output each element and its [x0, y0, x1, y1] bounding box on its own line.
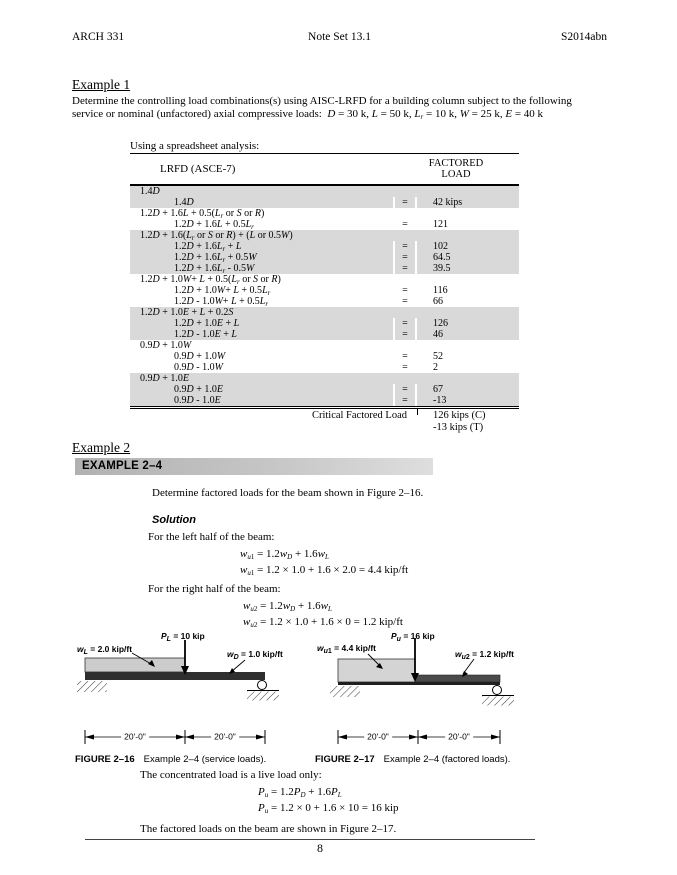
left-half-text: For the left half of the beam:: [148, 531, 275, 543]
figure-2-16-caption: FIGURE 2–16 Example 2–4 (service loads).: [75, 754, 267, 765]
table-row: $1.2D + 1.6L_r + 0.5W$ = 64.5: [130, 252, 519, 263]
pin-support-left: [330, 686, 360, 697]
equation-pu-numeric: $P_u = 1.2 \times 0 + 1.6 \times 10 = 16$ kip: [258, 802, 399, 815]
table-body: [130, 186, 519, 409]
example2-prompt: Determine factored loads for the beam shown in Figure 2–16.: [152, 487, 424, 499]
table-row: $1.2D + 1.6(L_r$ or S or R) + (L or 0.5W): [130, 230, 519, 241]
column-header-factored-load: FACTORED LOAD: [428, 157, 484, 180]
table-row: 1.2D + 1.0E + L + 0.2S: [130, 307, 519, 318]
dimension-line: [338, 730, 500, 744]
table-row: $1.2D + 1.6L_r - 0.5W$ = 39.5: [130, 263, 519, 274]
equation-wu1-numeric: $w_{u1} = 1.2 \times 1.0 + 1.6 \times 2.0 = 4.4$ kip/ft: [240, 564, 409, 577]
table-row: 1.2D + 1.0E + L = 126: [130, 318, 519, 329]
page-header: [72, 31, 607, 43]
factored-distributed-load-right: [415, 675, 500, 682]
dimension-label-left: 20'-0": [121, 732, 149, 742]
critical-load-label: Critical Factored Load: [311, 410, 407, 421]
table-row: 0.9D + 1.0W = 52: [130, 351, 519, 362]
example2-title: Example 2: [72, 440, 131, 455]
table-row: $1.2D - 1.0W+ L + 0.5L_r$ = 66: [130, 296, 519, 307]
dimension-label-right: 20'-0": [445, 732, 473, 742]
dimension-label-left: 20'-0": [364, 732, 392, 742]
example1-intro-line1: Determine the controlling load combinations(s) using AISC-LRFD for a building column subject to the following: [72, 95, 572, 107]
beam: [338, 682, 500, 685]
load-label-pl: $P_L = 10$ kip: [161, 631, 205, 643]
load-combination-table: [130, 140, 519, 434]
roller-support-right: [247, 681, 279, 701]
solution-label: Solution: [152, 514, 196, 526]
footer-rule: [85, 839, 535, 840]
critical-load-tension: -13 kips (T): [433, 422, 484, 433]
table-row: $1.2D + 1.6L_r + L$ = 102: [130, 241, 519, 252]
beam: [85, 672, 265, 680]
table-row: 0.9D - 1.0W = 2: [130, 362, 519, 373]
load-label-wu1: $w_{u1} = 4.4$ kip/ft: [317, 643, 376, 655]
load-label-wu2: $w_{u2} = 1.2$ kip/ft: [455, 649, 514, 661]
load-label-wd: $w_D = 1.0$ kip/ft: [227, 649, 283, 661]
table-row: 0.9D + 1.0E = 67: [130, 384, 519, 395]
footer-divider-tick: [417, 409, 418, 415]
header-note-set: Note Set 13.1: [308, 31, 371, 43]
figure-2-17: [315, 630, 570, 778]
table-row: 1.2D - 1.0E + L = 46: [130, 329, 519, 340]
table-footer: [130, 409, 519, 434]
example1-title: Example 1: [72, 77, 131, 92]
header-term: S2014abn: [560, 31, 607, 43]
table-row: $1.2D + 1.0W+ L + 0.5L_r$ = 116: [130, 285, 519, 296]
equation-wu1-symbolic: $w_{u1} = 1.2w_D + 1.6w_L$: [240, 548, 329, 561]
critical-load-compression: 126 kips (C): [433, 410, 486, 421]
load-label-wl: $w_L = 2.0$ kip/ft: [77, 644, 133, 656]
table-caption: Using a spreadsheet analysis:: [130, 140, 519, 154]
pin-support-left: [77, 681, 107, 692]
example-2-4-banner: EXAMPLE 2–4: [75, 458, 433, 475]
table-row: $1.2D + 1.6L + 0.5(L_r$ or S or R): [140, 208, 265, 219]
page-number: 8: [317, 841, 323, 855]
figure-2-16: [75, 630, 330, 778]
label-pointer-wu2: [462, 659, 474, 677]
distributed-live-load: [85, 658, 185, 672]
concentrated-load-text: The concentrated load is a live load only:: [140, 769, 322, 781]
figure-2-17-caption: FIGURE 2–17 Example 2–4 (factored loads).: [315, 754, 511, 765]
table-header-row: [130, 154, 519, 186]
column-header-lrfd: LRFD (ASCE-7): [160, 163, 236, 175]
table-row: $1.2D + 1.6L + 0.5L_r$ = 121: [130, 219, 519, 230]
table-row: 0.9D + 1.0W: [140, 340, 192, 351]
dimension-label-right: 20'-0": [211, 732, 239, 742]
equation-wu2-symbolic: $w_{u2} = 1.2w_D + 1.6w_L$: [243, 600, 332, 613]
closing-text: The factored loads on the beam are shown in Figure 2–17.: [140, 823, 397, 835]
label-pointer-wd: [229, 660, 245, 674]
right-half-text: For the right half of the beam:: [148, 583, 281, 595]
load-label-pu: $P_u = 16$ kip: [391, 631, 435, 643]
table-row: $1.2D + 1.0W+ L + 0.5(L_r$ or S or R): [140, 274, 281, 285]
table-row: 0.9D - 1.0E = -13: [130, 395, 519, 406]
equation-wu2-numeric: $w_{u2} = 1.2 \times 1.0 + 1.6 \times 0 = 1.2$ kip/ft: [243, 616, 403, 629]
roller-support-right: [482, 686, 514, 706]
example1-intro-line2: service or nominal (unfactored) axial compressive loads: D = 30 k, L = 50 k, $L_r = 10$ k, W = 25 k, E = 40 k: [72, 108, 544, 121]
equation-pu-symbolic: $P_u = 1.2P_D + 1.6P_L$: [258, 786, 342, 799]
table-row: 0.9D + 1.0E: [130, 373, 519, 384]
table-row: 1.4D = 42 kips: [130, 197, 519, 208]
header-course: ARCH 331: [72, 31, 125, 43]
table-row: 1.4D: [130, 186, 519, 197]
